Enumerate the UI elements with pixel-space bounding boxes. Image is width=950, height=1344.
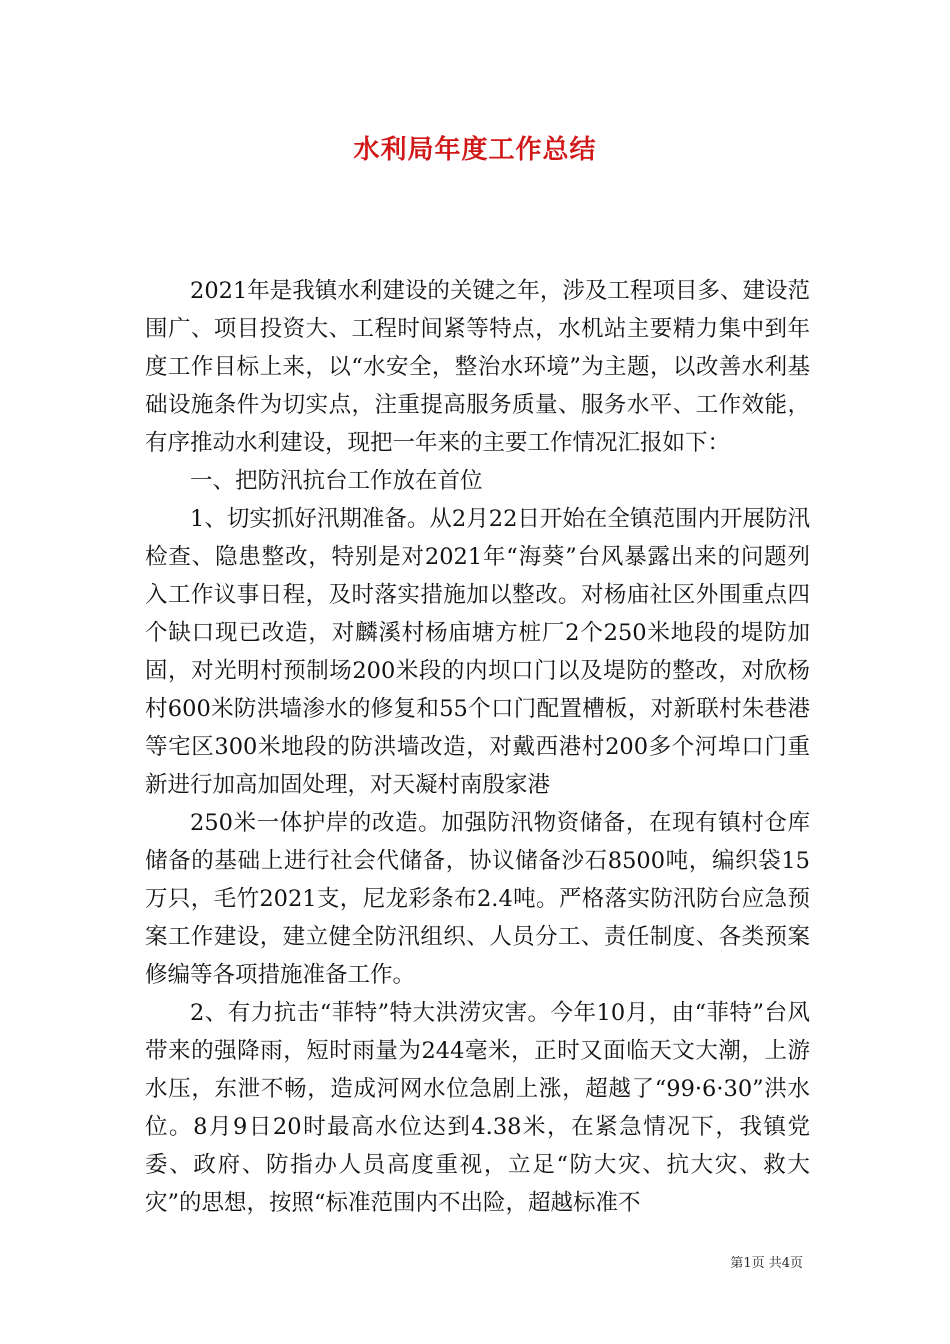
page-number: 第1页 共4页 [730, 1256, 803, 1271]
document-title: 水利局年度工作总结 [353, 135, 597, 165]
paragraph-item-1: 1、切实抓好汛期准备。从2月22日开始在全镇范围内开展防汛检查、隐患整改，特别是对2021年“海葵”台风暴露出来的问题列入工作议事日程，及时落实措施加以整改。对杨庙社区外围重点四个缺口现已改造，对麟溪村杨庙塘方桩厂2个250米地段的堤防加固，对光明村预制场200米段的内坝口门以及堤防的整改，对欣杨村600米防洪墙渗水的修复和55个口门配置槽板，对新联村朱巷港等宅区300米地段的防洪墙改造，对戴西港村200多个河埠口门重新进行加高加固处理，对天凝村南殷家港 [145, 506, 810, 798]
paragraph-item-2: 2、有力抗击“菲特”特大洪涝灾害。今年10月，由“菲特”台风带来的强降雨，短时雨量为244毫米，正时又面临天文大潮，上游水压，东泄不畅，造成河网水位急剧上涨，超越了“99·6·30”洪水位。8月9日20时最高水位达到4.38米，在紧急情况下，我镇党委、政府、防指办人员高度重视，立足“防大灾、抗大灾、救大灾”的思想，按照“标准范围内不出险，超越标准不 [145, 1000, 810, 1216]
document-body [145, 272, 810, 1222]
paragraph-intro: 2021年是我镇水利建设的关键之年，涉及工程项目多、建设范围广、项目投资大、工程时间紧等特点，水机站主要精力集中到年度工作目标上来，以“水安全，整治水环境”为主题，以改善水利基础设施条件为切实点，注重提高服务质量、服务水平、工作效能，有序推动水利建设，现把一年来的主要工作情况汇报如下： [145, 278, 810, 456]
paragraph-item-1-continued: 250米一体护岸的改造。加强防汛物资储备，在现有镇村仓库储备的基础上进行社会代储备，协议储备沙石8500吨，编织袋15万只，毛竹2021支，尼龙彩条布2.4吨。严格落实防汛防台应急预案工作建设，建立健全防汛组织、人员分工、责任制度、各类预案修编等各项措施准备工作。 [145, 810, 810, 988]
section-heading: 一、把防汛抗台工作放在首位 [190, 468, 483, 494]
